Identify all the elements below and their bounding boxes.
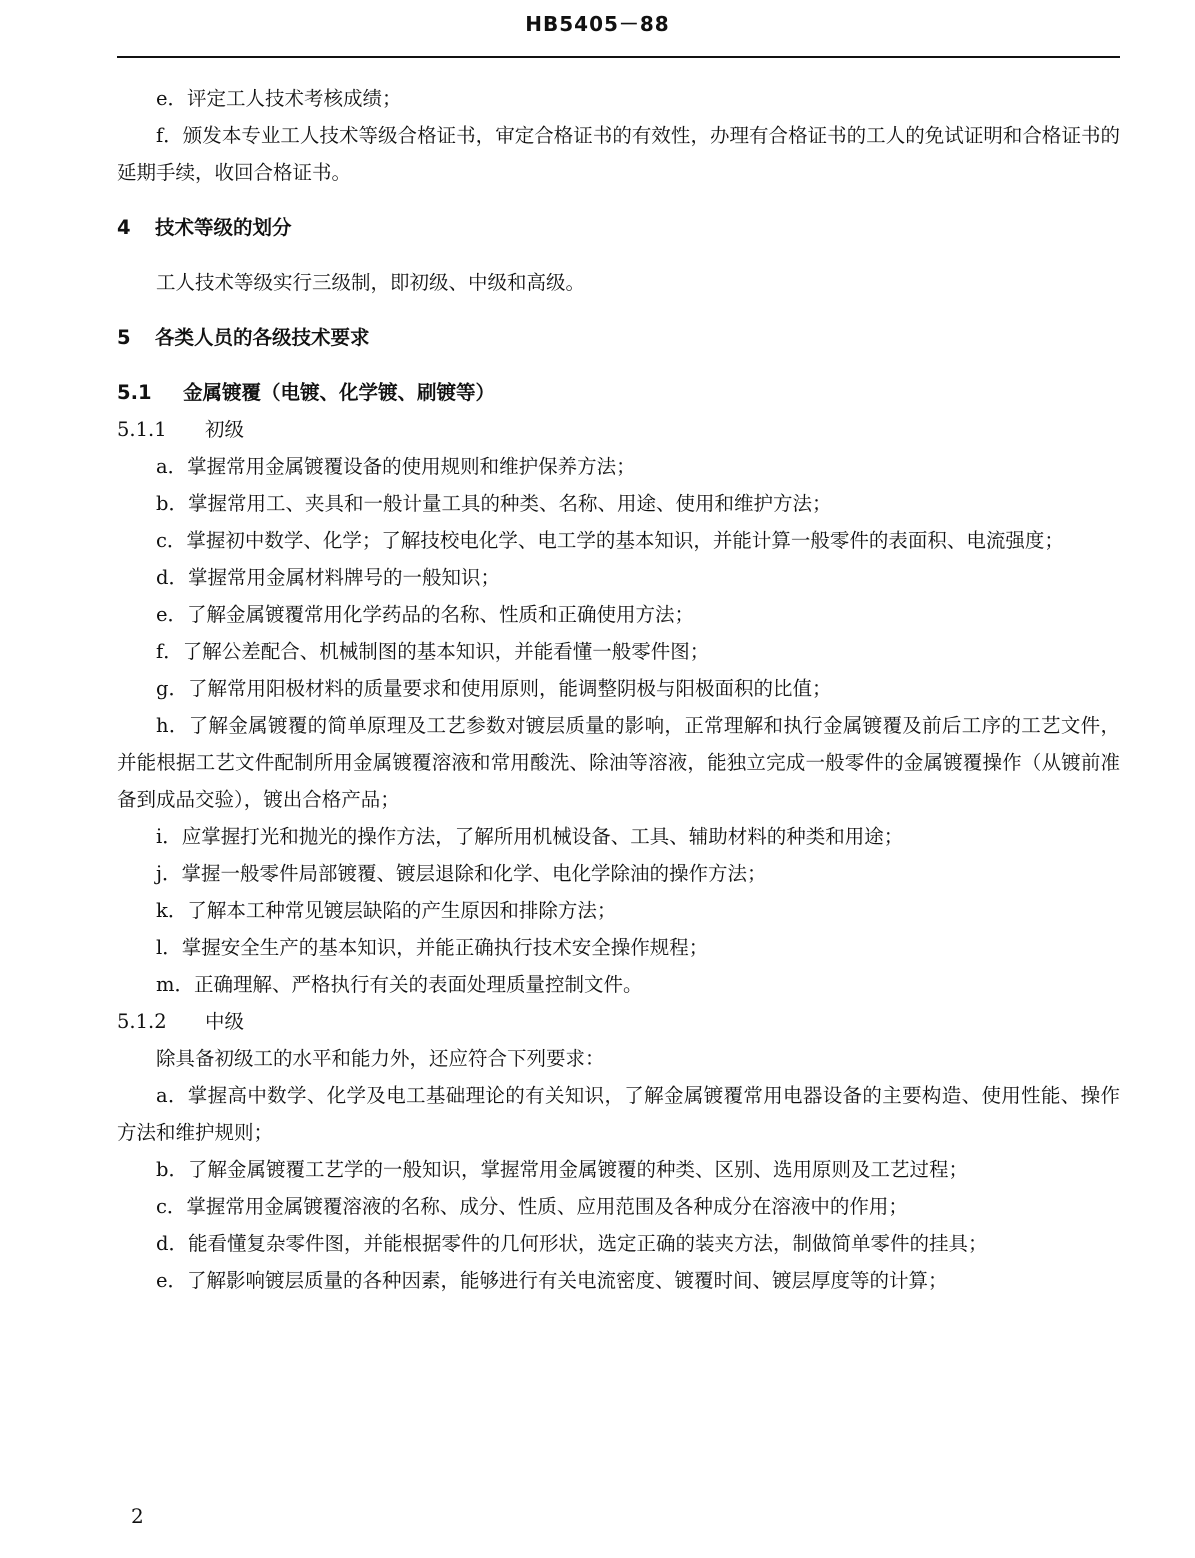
section-number: 5.1.1: [117, 418, 167, 441]
section-number: 5: [117, 326, 131, 349]
list-item: d．掌握常用金属材料牌号的一般知识；: [156, 566, 500, 589]
list-item: l．掌握安全生产的基本知识，并能正确执行技术安全操作规程；: [156, 936, 709, 959]
list-item: e．评定工人技术考核成绩；: [156, 87, 402, 110]
paragraph: 工人技术等级实行三级制，即初级、中级和高级。: [156, 271, 586, 294]
section-title: 中级: [205, 1010, 245, 1033]
list-item: e．了解影响镀层质量的各种因素，能够进行有关电流密度、镀覆时间、镀层厚度等的计算；: [156, 1269, 948, 1292]
page-number: 2: [131, 1504, 144, 1528]
subsection-heading: [117, 374, 1120, 411]
list-item: d．能看懂复杂零件图，并能根据零件的几何形状，选定正确的装夹方法，制做简单零件的挂具；: [156, 1232, 988, 1255]
section-number: 5.1.2: [117, 1010, 167, 1033]
subsubsection-heading: [117, 1003, 1120, 1040]
list-item: i．应掌握打光和抛光的操作方法，了解所用机械设备、工具、辅助材料的种类和用途；: [156, 825, 904, 848]
subsubsection-heading: [117, 411, 1120, 448]
list-item: j．掌握一般零件局部镀覆、镀层退除和化学、电化学除油的操作方法；: [156, 862, 767, 885]
list-item: m．正确理解、严格执行有关的表面处理质量控制文件。: [156, 973, 643, 996]
document-body: [117, 80, 1120, 1299]
list-item: a．掌握常用金属镀覆设备的使用规则和维护保养方法；: [156, 455, 636, 478]
list-item: k．了解本工种常见镀层缺陷的产生原因和排除方法；: [156, 899, 617, 922]
header-rule: [117, 56, 1120, 58]
list-item: b．掌握常用工、夹具和一般计量工具的种类、名称、用途、使用和维护方法；: [156, 492, 832, 515]
standard-code-header: HB5405－88: [525, 12, 670, 36]
list-item: g．了解常用阳极材料的质量要求和使用原则，能调整阴极与阳极面积的比值；: [156, 677, 832, 700]
section-heading: [117, 319, 1120, 356]
section-number: 5.1: [117, 381, 152, 404]
list-item: c．掌握常用金属镀覆溶液的名称、成分、性质、应用范围及各种成分在溶液中的作用；: [156, 1195, 908, 1218]
section-title: 初级: [205, 418, 245, 441]
list-item: f．了解公差配合、机械制图的基本知识，并能看懂一般零件图；: [156, 640, 710, 663]
section-title: 各类人员的各级技术要求: [155, 326, 370, 349]
list-item: c．掌握初中数学、化学；了解技校电化学、电工学的基本知识，并能计算一般零件的表面积、电流强度；: [156, 529, 1064, 552]
list-item: b．了解金属镀覆工艺学的一般知识，掌握常用金属镀覆的种类、区别、选用原则及工艺过程；: [156, 1158, 968, 1181]
list-item: a．掌握高中数学、化学及电工基础理论的有关知识，了解金属镀覆常用电器设备的主要构造、使用性能、操作方法和维护规则；: [117, 1084, 1120, 1144]
list-item: f．颁发本专业工人技术等级合格证书，审定合格证书的有效性，办理有合格证书的工人的免试证明和合格证书的延期手续，收回合格证书。: [117, 124, 1120, 184]
section-title: 金属镀覆（电镀、化学镀、刷镀等）: [183, 381, 496, 404]
list-item: h．了解金属镀覆的简单原理及工艺参数对镀层质量的影响，正常理解和执行金属镀覆及前后工序的工艺文件，并能根据工艺文件配制所用金属镀覆溶液和常用酸洗、除油等溶液，能独立完成一般零件的金属镀覆操作（从镀前准备到成品交验），镀出合格产品；: [117, 714, 1120, 811]
paragraph: 除具备初级工的水平和能力外，还应符合下列要求：: [156, 1047, 605, 1070]
section-heading: [117, 209, 1120, 246]
section-number: 4: [117, 216, 131, 239]
list-item: e．了解金属镀覆常用化学药品的名称、性质和正确使用方法；: [156, 603, 695, 626]
section-title: 技术等级的划分: [155, 216, 292, 239]
